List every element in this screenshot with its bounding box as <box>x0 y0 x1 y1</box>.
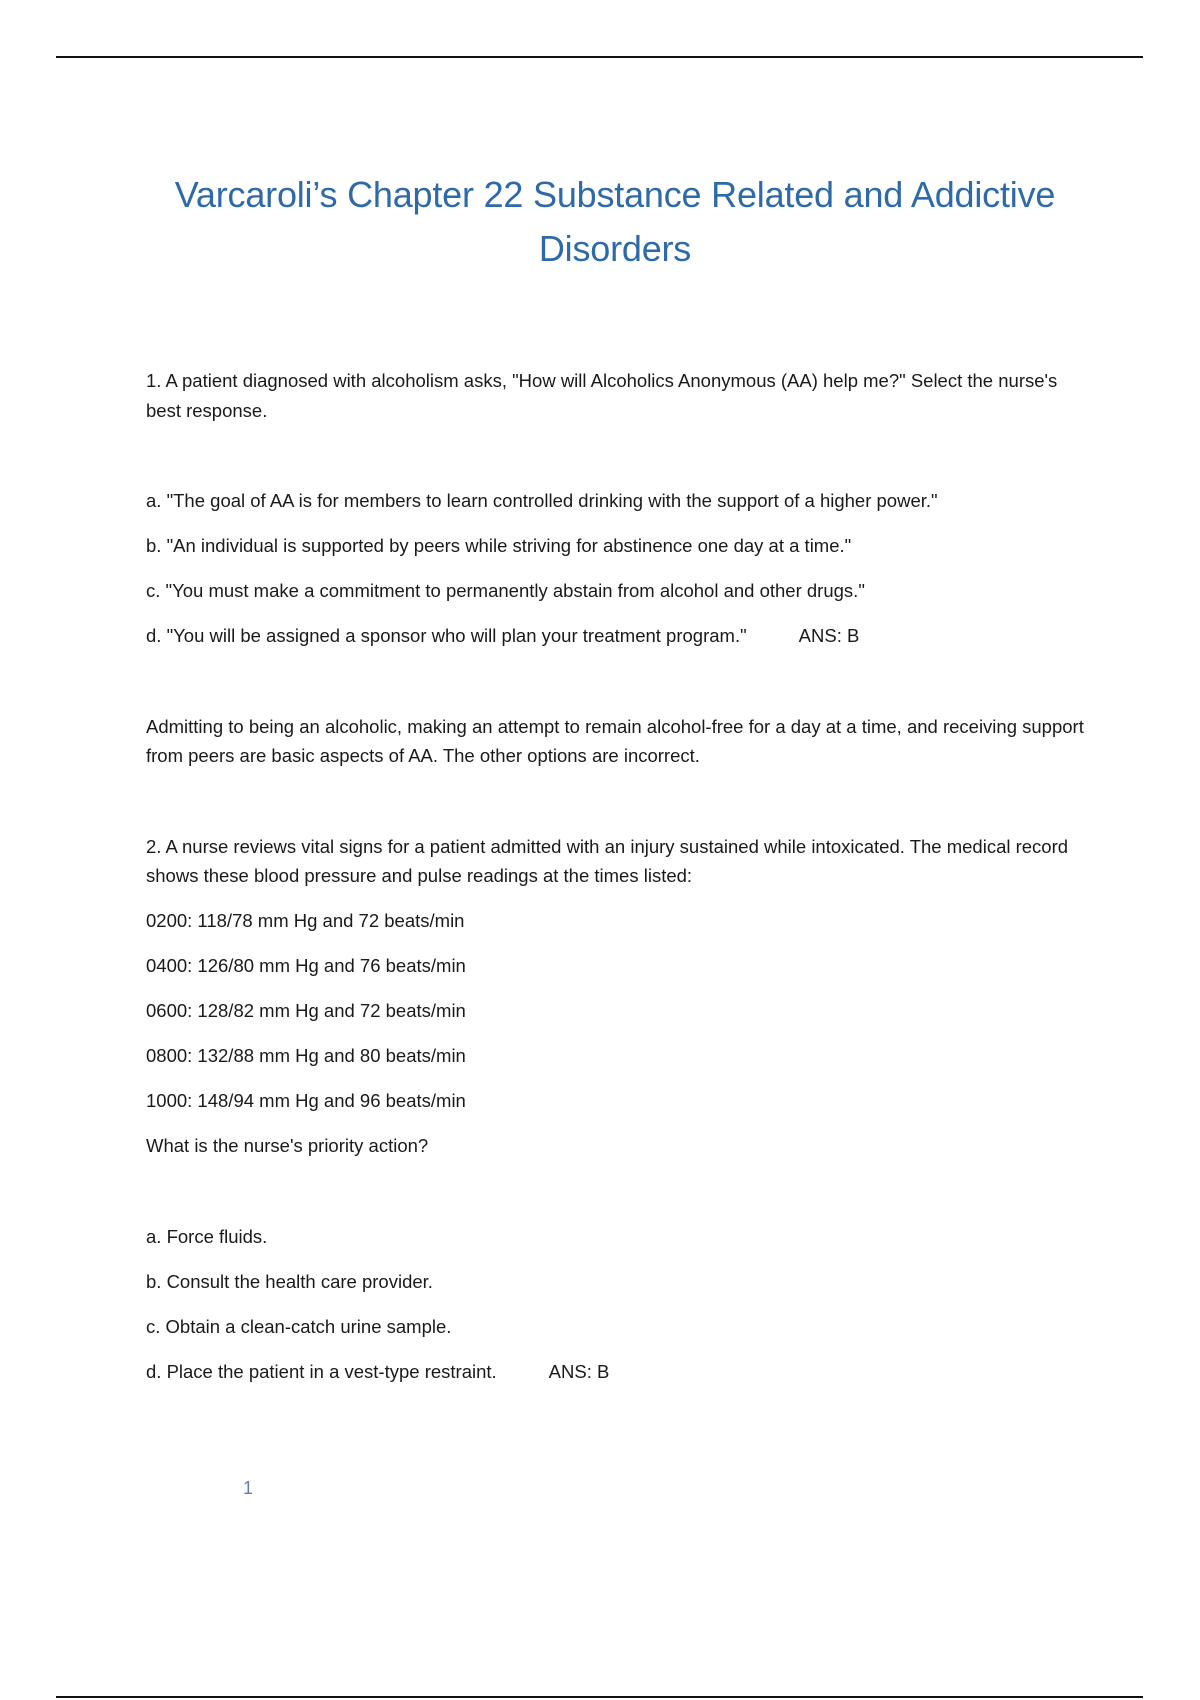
question-2-stem: 2. A nurse reviews vital signs for a patient admitted with an injury sustained while intoxicated. The medical record shows these blood pressure and pulse readings at the times listed: <box>146 835 1069 886</box>
document-body <box>146 366 1096 1386</box>
question-1-option-d-text: d. "You will be assigned a sponsor who will plan your treatment program." <box>146 625 747 646</box>
question-1-option-b: b. "An individual is supported by peers while striving for abstinence one day at a time." <box>146 535 852 556</box>
question-1-option-c: c. "You must make a commitment to permanently abstain from alcohol and other drugs." <box>146 580 865 601</box>
question-2-answer: ANS: B <box>548 1360 610 1382</box>
question-1-rationale: Admitting to being an alcoholic, making an attempt to remain alcohol-free for a day at a time, and receiving support from peers are basic aspects of AA. The other options are incorrect. <box>146 715 1084 766</box>
question-2-prompt: What is the nurse's priority action? <box>146 1135 429 1156</box>
question-2-option-d-text: d. Place the patient in a vest-type restraint. <box>146 1360 497 1382</box>
footer-rule <box>56 1696 1143 1698</box>
vital-reading: 0800: 132/88 mm Hg and 80 beats/min <box>146 1045 466 1066</box>
vital-reading: 1000: 148/94 mm Hg and 96 beats/min <box>146 1090 466 1111</box>
question-1-stem: 1. A patient diagnosed with alcoholism asks, "How will Alcoholics Anonymous (AA) help me?" Select the nurse's best response. <box>146 370 1058 421</box>
question-2-option-c: c. Obtain a clean-catch urine sample. <box>146 1315 452 1337</box>
vital-reading: 0200: 118/78 mm Hg and 72 beats/min <box>146 910 465 931</box>
vital-reading: 0400: 126/80 mm Hg and 76 beats/min <box>146 955 466 976</box>
question-1-option-d <box>146 621 1096 651</box>
question-1-answer: ANS: B <box>798 625 860 646</box>
question-2-option-b: b. Consult the health care provider. <box>146 1270 433 1292</box>
vital-reading: 0600: 128/82 mm Hg and 72 beats/min <box>146 1000 466 1021</box>
page-number: 1 <box>243 1478 254 1498</box>
header-rule <box>56 56 1143 58</box>
question-1-option-a: a. "The goal of AA is for members to learn controlled drinking with the support of a higher power." <box>146 490 938 511</box>
document-title: Varcaroli’s Chapter 22 Substance Related and Addictive Disorders <box>174 174 1056 269</box>
question-2-option-d <box>146 1357 1096 1387</box>
question-2-option-a: a. Force fluids. <box>146 1225 268 1247</box>
